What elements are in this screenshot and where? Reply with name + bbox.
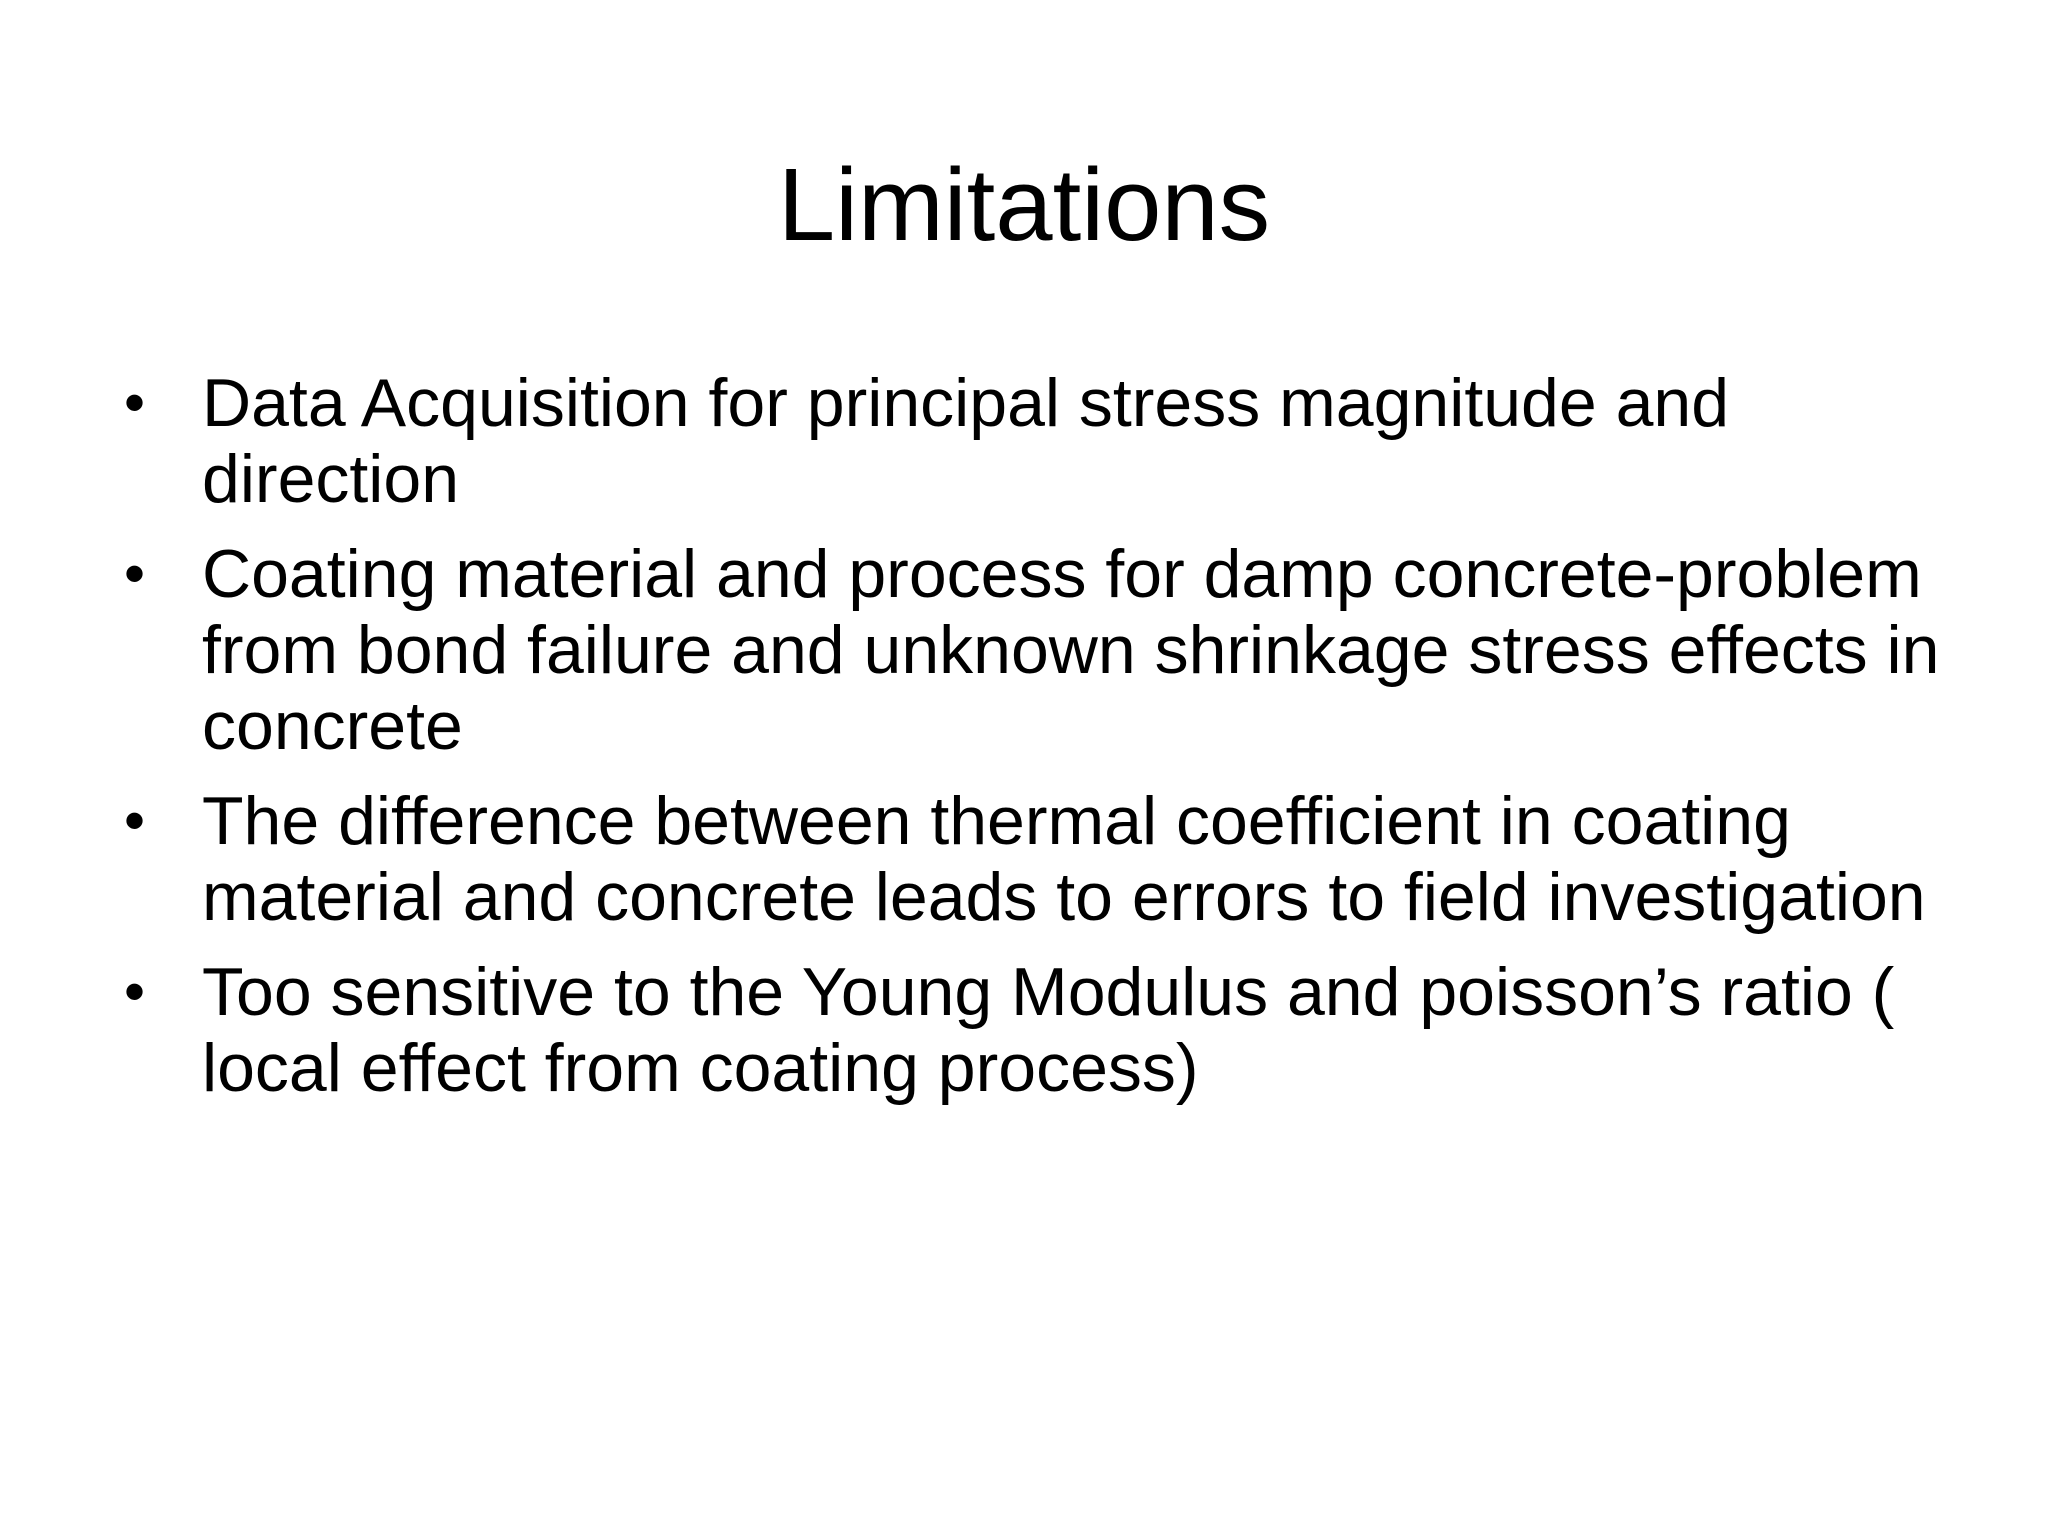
bullet-item (120, 954, 1970, 1106)
bullet-text: Too sensitive to the Young Modulus and poisson’s ratio ( local effect from coating process) (202, 954, 1895, 1106)
bullet-item (120, 365, 1970, 517)
bullet-icon: • (124, 787, 146, 854)
bullet-item (120, 783, 1970, 935)
bullet-text: The difference between thermal coefficient in coating material and concrete leads to errors to field investigation (202, 783, 1926, 935)
bullet-text: Data Acquisition for principal stress magnitude and direction (202, 365, 1730, 517)
bullet-text: Coating material and process for damp concrete-problem from bond failure and unknown shrinkage stress effects in concrete (202, 536, 1940, 764)
slide-title: Limitations (777, 147, 1271, 262)
bullet-icon: • (124, 958, 146, 1025)
bullet-item (120, 536, 1970, 764)
bullet-icon: • (124, 540, 146, 607)
bullet-list (120, 365, 1970, 1125)
bullet-icon: • (124, 369, 146, 436)
